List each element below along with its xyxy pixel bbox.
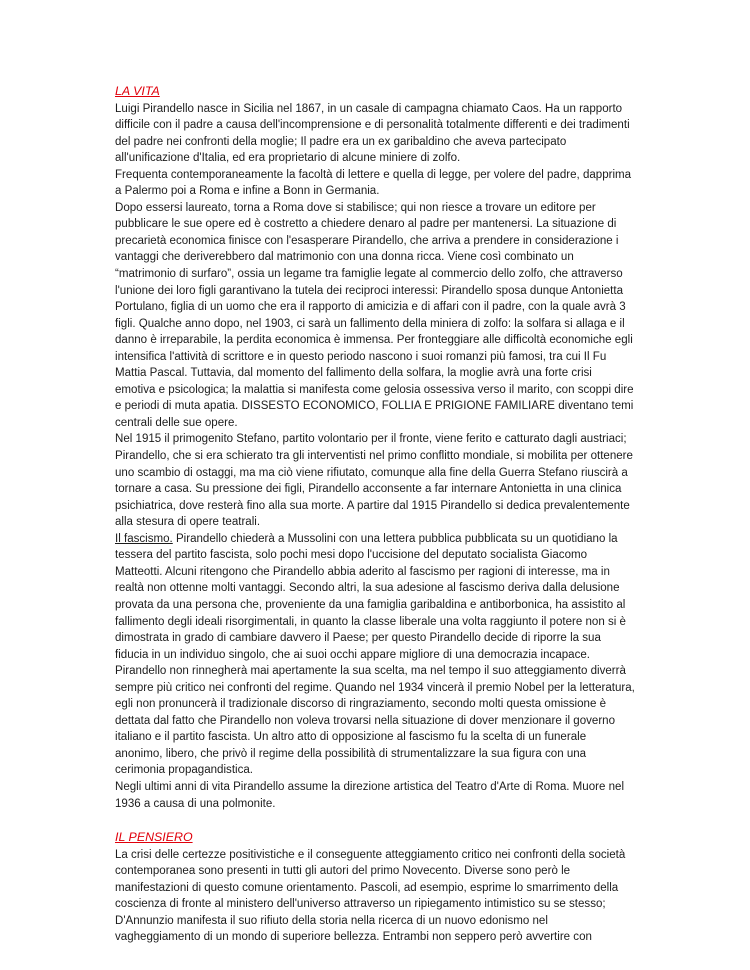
paragraph-vita-6: Pirandello non rinnegherà mai apertamente la sua scelta, ma nel tempo il suo atteggiamento diverrà sempre più critico nei confronti del regime. Quando nel 1934 vincerà il premio Nobel per la letteratura, egli non pronuncerà il tradizionale discorso di ringraziamento, secondo molti questa omissione è dettata dal fatto che Pirandello non voleva trovarsi nella situazione di dover menzionare il governo italiano e il partito fascista. Un altro atto di opposizione al fascismo fu la scelta di un funerale anonimo, libero, che privò il regime della possibilità di strumentalizzare la sua figura con una cerimonia propagandistica.	[115, 665, 635, 777]
paragraph-vita-3: Dopo essersi laureato, torna a Roma dove si stabilisce; qui non riesce a trovare un editore per pubblicare le sue opere ed è costretto a chiedere denaro al padre per mantenersi. La situazione di precarietà economica finisce con l'esasperare Pirandello, che arriva a prendere in considerazione i vantaggi che deriverebbero dal matrimonio con una donna ricca. Viene così combinato un “matrimonio di surfaro”, ossia un legame tra famiglie legate al commercio dello zolfo, che attraverso l'unione dei loro figli garantivano la tutela dei reciproci interessi: Pirandello sposa dunque Antonietta Portulano, figlia di un uomo che era il rapporto di amicizia e di affari con il padre, con la quale avrà 3 figli. Qualche anno dopo, nel 1903, ci sarà un fallimento della miniera di zolfo: la solfara si allaga e il danno è irreparabile, la perdita economica è immensa. Per fronteggiare alle difficoltà economiche egli intensifica l'attività di scrittore e in questo periodo nascono i suoi romanzi più famosi, tra cui Il Fu Mattia Pascal. Tuttavia, dal momento del fallimento della solfara, la moglie avrà una forte crisi emotiva e psicologica; la malattia si manifesta come gelosia ossessiva verso il marito, con scoppi dire e periodi di muta apatia. DISSESTO ECONOMICO, FOLLIA E PRIGIONE FAMILIARE diventano temi centrali delle sue opere.	[115, 201, 634, 429]
section-heading-il-pensiero: IL PENSIERO	[115, 830, 193, 845]
section-il-pensiero	[115, 829, 635, 946]
paragraph-vita-4: Nel 1915 il primogenito Stefano, partito volontario per il fronte, viene ferito e catturato dagli austriaci; Pirandello, che si era schierato tra gli interventisti nel primo conflitto mondiale, si mobilita per ottenere uno scambio di ostaggi, ma ma ciò viene rifiutato, comunque alla fine della Guerra Stefano riuscirà a tornare a casa. Su pressione dei figli, Pirandello acconsente a far internare Antonietta in una clinica psichiatrica, dove resterà fino alla sua morte. A partire dal 1915 Pirandello si dedica prevalentemente alla stesura di opere teatrali.	[115, 433, 633, 529]
fascismo-lead-in: Il fascismo.	[115, 532, 173, 545]
paragraph-vita-5-text: Pirandello chiederà a Mussolini con una lettera pubblica pubblicata su un quotidiano la tessera del partito fascista, solo pochi mesi dopo l'uccisione del deputato socialista Giacomo Matteotti. Alcuni ritengono che Pirandello abbia aderito al fascismo per ragioni di interesse, ma in realtà non ottenne molti vantaggi. Secondo altri, la sua adesione al fascismo deriva dalla delusione provata da una persona che, proveniente da una famiglia garibaldina e antiborbonica, ha assistito al fallimento degli ideali risorgimentali, in quanto la classe liberale una volta raggiunto il potere non si è dimostrata in grado di cambiare davvero il Paese; per questo Pirandello decide di riporre la sua fiducia in un individuo singolo, che ai suoi occhi appare migliore di una democrazia incapace.	[115, 532, 626, 661]
paragraph-pensiero-1: La crisi delle certezze positivistiche e il conseguente atteggiamento critico nei confronti della società contemporanea sono presenti in tutti gli autori del primo Novecento. Diverse sono però le manifestazioni di questo comune orientamento. Pascoli, ad esempio, esprime lo smarrimento della coscienza di fronte al ministero dell'universo attraverso un ripiegamento intimistico su se stesso; D'Annunzio manifesta il suo rifiuto della storia nella ricerca di un nuovo edonismo nel vagheggiamento di un mondo di superiore bellezza. Entrambi non seppero però avvertire con	[115, 848, 626, 944]
section-la-vita	[115, 83, 635, 812]
document-page	[115, 83, 635, 946]
section-gap	[115, 812, 635, 829]
paragraph-vita-7: Negli ultimi anni di vita Pirandello assume la direzione artistica del Teatro d'Arte di Roma. Muore nel 1936 a causa di una polmonite.	[115, 780, 625, 810]
section-heading-la-vita: LA VITA	[115, 84, 160, 98]
paragraph-vita-1: Luigi Pirandello nasce in Sicilia nel 1867, in un casale di campagna chiamato Caos. Ha un rapporto difficile con il padre a causa dell'incomprensione e di personalità totalmente differenti e dei tradimenti del padre nei confronti della moglie; Il padre era un ex garibaldino che aveva partecipato all'unificazione d'Italia, ed era proprietario di alcune miniere di zolfo.	[115, 102, 630, 165]
paragraph-vita-2: Frequenta contemporaneamente la facoltà di lettere e quella di legge, per volere del padre, dapprima a Palermo poi a Roma e infine a Bonn in Germania.	[115, 168, 632, 198]
paragraph-vita-5	[115, 531, 635, 663]
